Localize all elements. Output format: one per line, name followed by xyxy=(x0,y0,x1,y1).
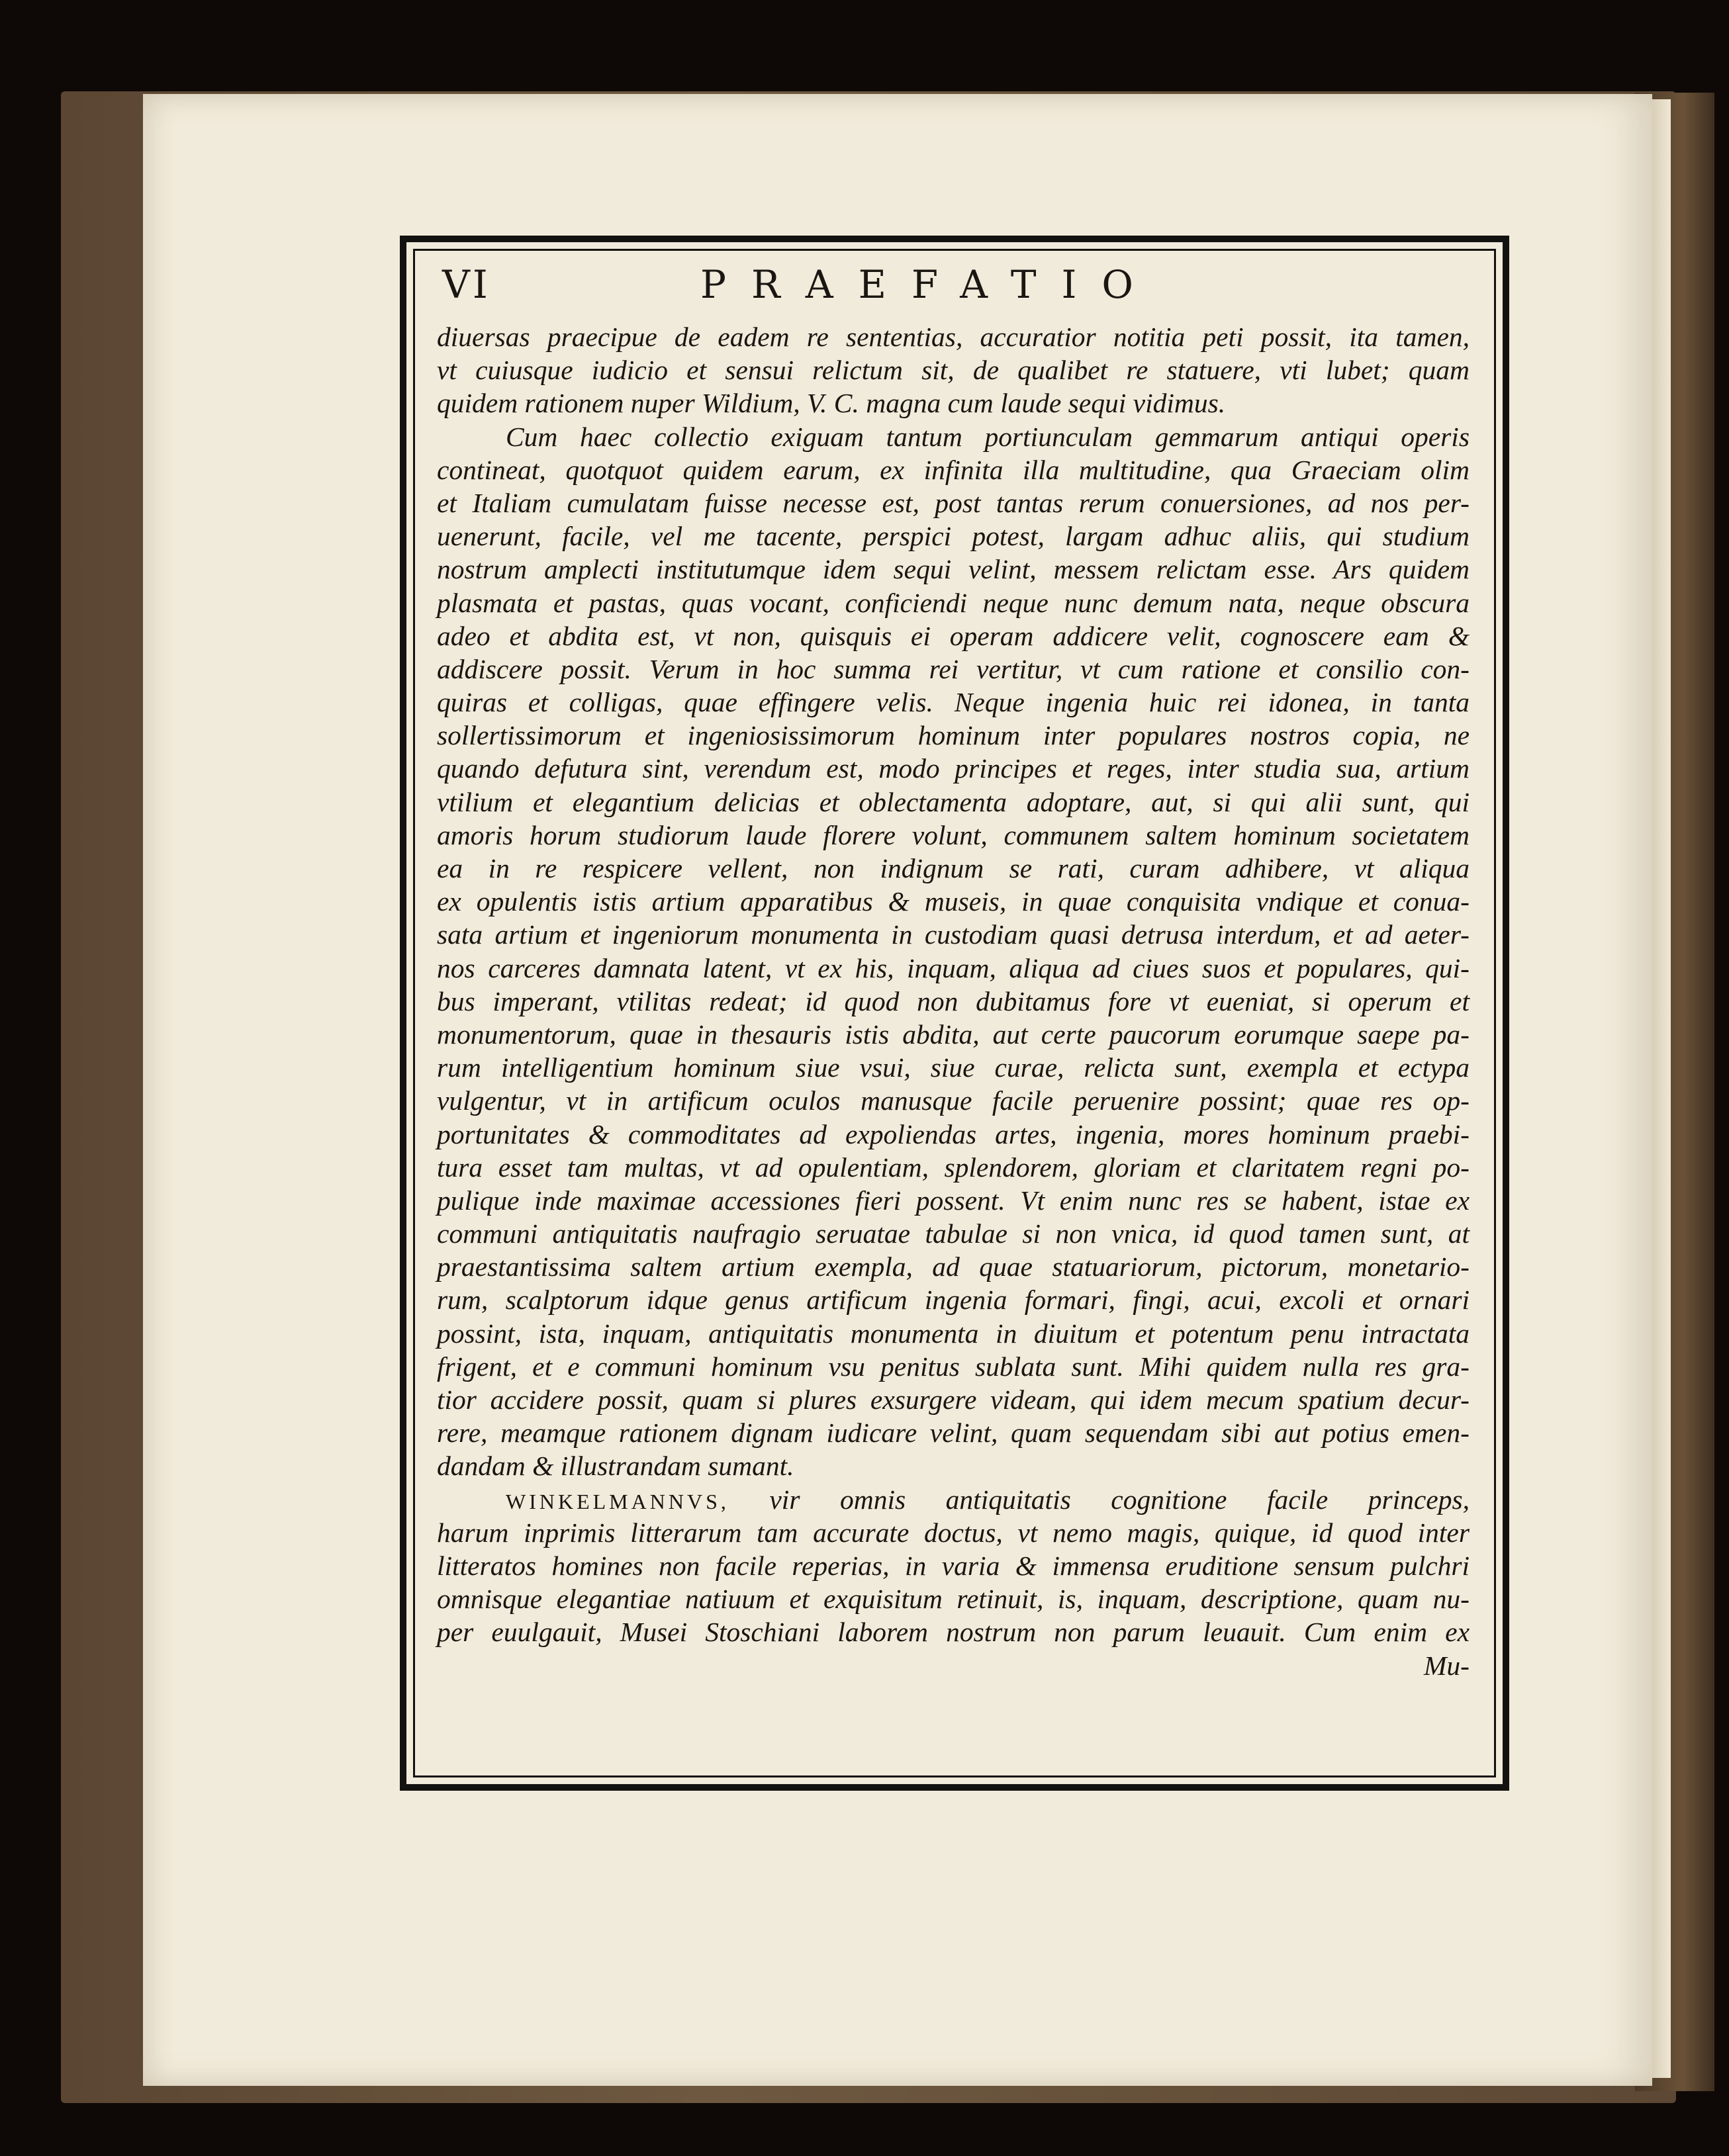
text-line: litteratos homines non facile reperias, in varia & immensa eruditione sensum pulchri xyxy=(437,1550,1470,1581)
body-text xyxy=(437,320,1470,1682)
text-line: vt cuiusque iudicio et sensui relictum sit, de qualibet re statuere, vti lubet; quam xyxy=(437,355,1470,386)
text-line: uenerunt, facile, vel me tacente, perspici potest, largam adhuc aliis, qui studium xyxy=(437,521,1470,552)
page-header xyxy=(442,262,1467,322)
text-line: tura esset tam multas, vt ad opulentiam, splendorem, gloriam et claritatem regni po- xyxy=(437,1151,1470,1183)
text-line: nostrum amplecti institutumque idem sequi velint, messem relictam esse. Ars quidem xyxy=(437,554,1470,585)
text-line: monumentorum, quae in thesauris istis abdita, aut certe paucorum eorumque saepe pa- xyxy=(437,1018,1470,1050)
text-line: contineat, quotquot quidem earum, ex infinita illa multitudine, qua Graeciam olim xyxy=(437,454,1470,485)
next-page-edge xyxy=(1652,99,1671,2078)
text-line: frigent, et e communi hominum vsu penitus sublata sunt. Mihi quidem nulla res gra- xyxy=(437,1351,1470,1382)
text-line: sata artium et ingeniorum monumenta in custodiam quasi detrusa interdum, et ad aeter- xyxy=(437,919,1470,950)
small-caps-name: WINKELMANNVS, xyxy=(506,1489,729,1513)
text-line: sollertissimorum et ingeniosissimorum hominum inter populares nostros copia, ne xyxy=(437,720,1470,751)
text-line: vulgentur, vt in artificum oculos manusque facile peruenire possint; quae res op- xyxy=(437,1085,1470,1116)
text-line: nos carceres damnata latent, vt ex his, inquam, aliqua ad ciues suos et populares, qui- xyxy=(437,952,1470,983)
text-line: pulique inde maximae accessiones fieri possent. Vt enim nunc res se habent, istae ex xyxy=(437,1185,1470,1216)
running-title: PRAEFATIO xyxy=(700,262,1158,307)
text-frame xyxy=(400,236,1509,1791)
text-line: quidem rationem nuper Wildium, V. C. magna cum laude sequi vidimus. xyxy=(437,388,1226,419)
text-run: vir omnis antiquitatis cognitione facile princeps, xyxy=(729,1484,1470,1515)
text-line: communi antiquitatis naufragio seruatae tabulae si non vnica, id quod tamen sunt, at xyxy=(437,1218,1470,1249)
text-line: adeo et abdita est, vt non, quisquis ei operam addicere velit, cognoscere eam & xyxy=(437,620,1470,651)
text-line: amoris horum studiorum laude florere volunt, communem saltem hominum societatem xyxy=(437,819,1470,850)
text-line: et Italiam cumulatam fuisse necesse est, post tantas rerum conuersiones, ad nos per- xyxy=(437,487,1470,518)
text-line: plasmata et pastas, quas vocant, conficiendi neque nunc demum nata, neque obscura xyxy=(437,587,1470,618)
text-line: per euulgauit, Musei Stoschiani laborem nostrum non parum leuauit. Cum enim ex xyxy=(437,1617,1470,1648)
text-line: rum, scalptorum idque genus artificum ingenia formari, fingi, acui, excoli et ornari xyxy=(437,1284,1470,1316)
text-line: dandam & illustrandam sumant. xyxy=(437,1451,794,1482)
text-line: Cum haec collectio exiguam tantum portiunculam gemmarum antiqui operis xyxy=(506,421,1470,452)
text-line: addiscere possit. Verum in hoc summa rei vertitur, vt cum ratione et consilio con- xyxy=(437,653,1470,684)
text-line: ea in re respicere vellent, non indignum se rati, curam adhibere, vt aliqua xyxy=(437,853,1470,883)
text-line: portunitates & commoditates ad expoliendas artes, ingenia, mores hominum praebi- xyxy=(437,1118,1470,1149)
text-line xyxy=(437,1483,1470,1516)
text-line: omnisque elegantiae natiuum et exquisitum retinuit, is, inquam, descriptione, quam nu- xyxy=(437,1584,1470,1615)
text-line: rum intelligentium hominum siue vsui, siue curae, relicta sunt, exempla et ectypa xyxy=(437,1052,1470,1083)
text-line: tior accidere possit, quam si plures exsurgere videam, qui idem mecum spatium decur- xyxy=(437,1384,1470,1415)
text-line: diuersas praecipue de eadem re sententias, accuratior notitia peti possit, ita tamen, xyxy=(437,322,1470,352)
text-line: quando defutura sint, verendum est, modo principes et reges, inter studia sua, artium xyxy=(437,753,1470,784)
text-line: bus imperant, vtilitas redeat; id quod non dubitamus fore vt eueniat, si operum et xyxy=(437,985,1470,1016)
text-line: possint, ista, inquam, antiquitatis monumenta in diuitum et potentum penu intractata xyxy=(437,1318,1470,1349)
catchword: Mu- xyxy=(1423,1650,1470,1681)
page-number: VI xyxy=(442,262,491,307)
text-line: harum inprimis litterarum tam accurate doctus, vt nemo magis, quique, id quod inter xyxy=(437,1517,1470,1548)
text-line: vtilium et elegantium delicias et oblectamenta adoptare, aut, si qui alii sunt, qui xyxy=(437,786,1470,817)
text-line: praestantissima saltem artium exempla, ad quae statuariorum, pictorum, monetario- xyxy=(437,1251,1470,1282)
text-line: quiras et colligas, quae effingere velis. Neque ingenia huic rei idonea, in tanta xyxy=(437,687,1470,718)
text-line: rere, meamque rationem dignam iudicare velint, quam sequendam sibi aut potius emen- xyxy=(437,1417,1470,1449)
text-line: ex opulentis istis artium apparatibus & museis, in quae conquisita vndique et conua- xyxy=(437,886,1470,917)
